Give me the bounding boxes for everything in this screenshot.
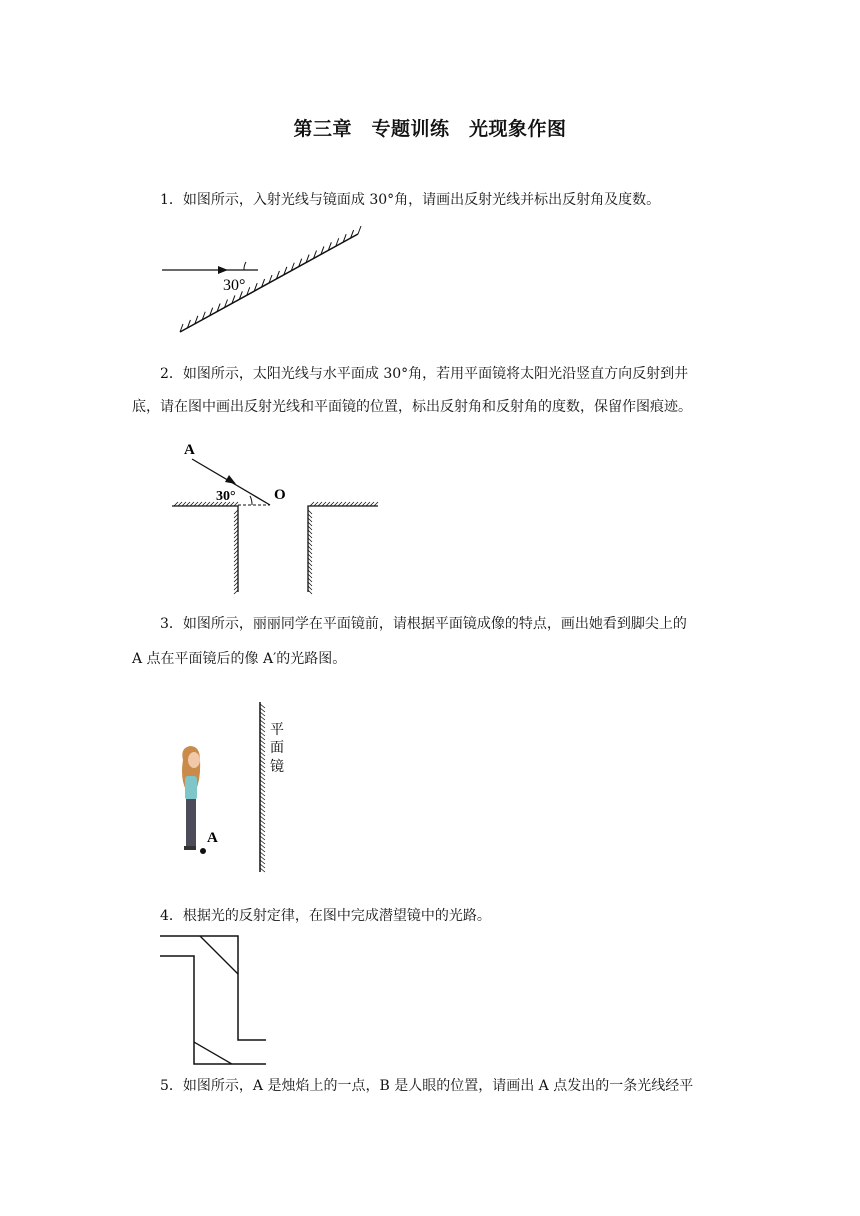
point-o-label: O [274, 487, 286, 503]
question-5-text: 5．如图所示，A 是烛焰上的一点，B 是人眼的位置，请画出 A 点发出的一条光线经平 [160, 1078, 694, 1094]
mirror-label-3: 镜 [270, 760, 284, 775]
angle-label-30: 30° [216, 489, 236, 504]
page-title: 第三章 专题训练 光现象作图 [293, 118, 567, 140]
question-3-text-line2: A 点在平面镜后的像 A′的光路图。 [132, 651, 347, 667]
angle-label-30: 30° [223, 277, 246, 294]
mirror-label-2: 面 [270, 741, 284, 756]
question-4-text: 4．根据光的反射定律，在图中完成潜望镜中的光路。 [160, 908, 491, 924]
question-2-text-line2: 底，请在图中画出反射光线和平面镜的位置，标出反射角和反射角的度数，保留作图痕迹。 [132, 399, 692, 415]
mirror-label-1: 平 [270, 723, 284, 738]
question-3-text-line1: 3．如图所示，丽丽同学在平面镜前，请根据平面镜成像的特点，画出她看到脚尖上的 [160, 616, 687, 632]
point-a-label: A [207, 830, 218, 846]
question-1-text: 1．如图所示，入射光线与镜面成 30°角，请画出反射光线并标出反射角及度数。 [160, 192, 661, 208]
question-2-text-line1: 2．如图所示，太阳光线与水平面成 30°角，若用平面镜将太阳光沿竖直方向反射到井 [160, 366, 689, 382]
point-a-label: A [184, 442, 195, 458]
